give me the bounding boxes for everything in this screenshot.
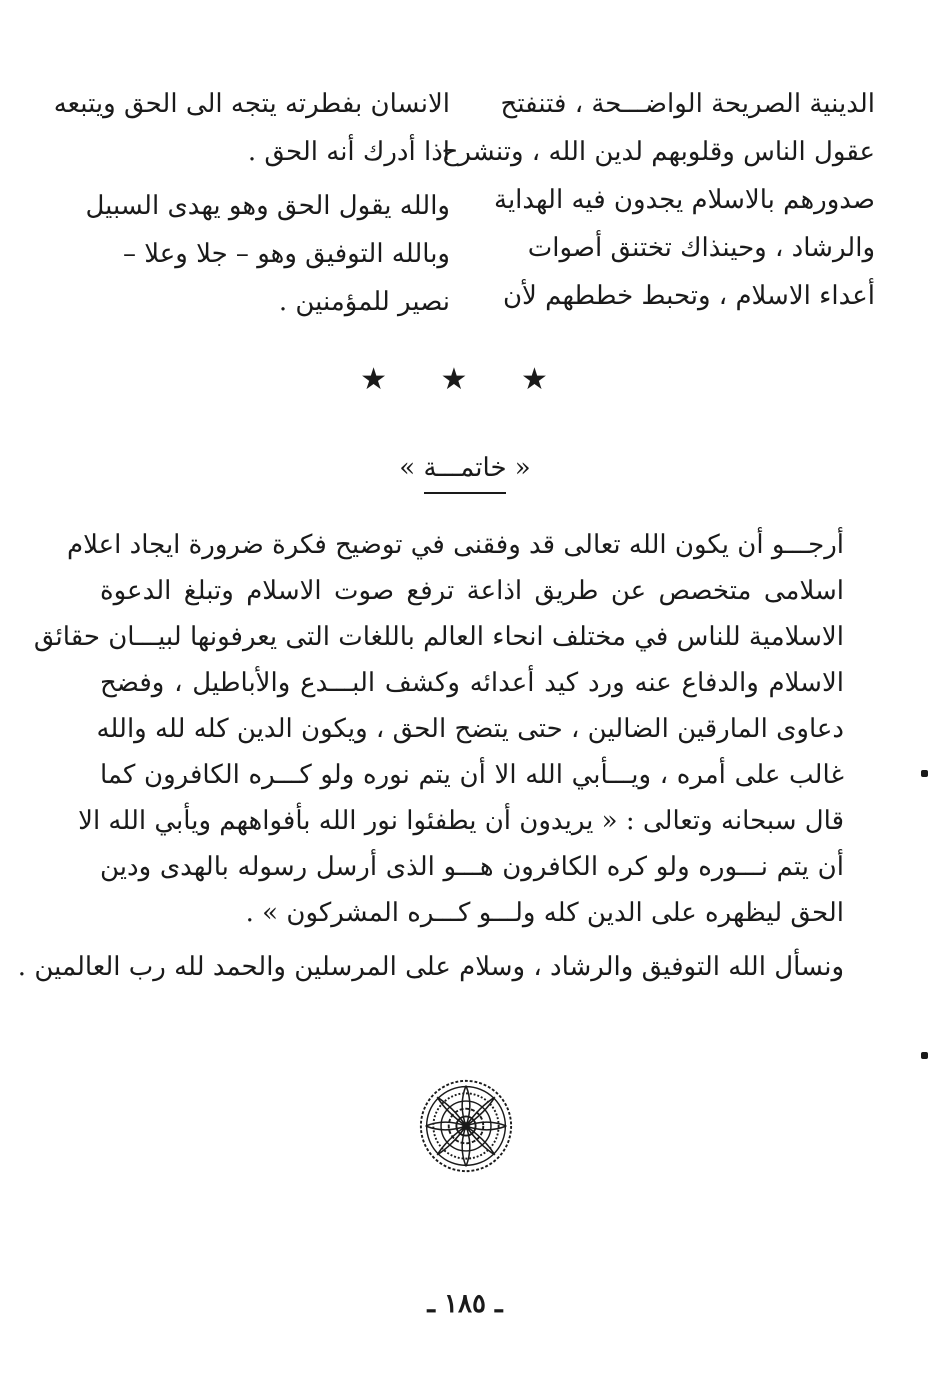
title-underline (424, 492, 506, 494)
left-column-paragraph-2 (80, 182, 450, 326)
text-line: والرشاد ، وحينذاك تختنق أصوات (527, 233, 875, 263)
left-column-paragraph-1 (53, 80, 450, 176)
margin-mark (921, 770, 928, 777)
closing-paragraph (17, 944, 844, 990)
text-line: الدينية الصريحة الواضـــحة ، فتنفتح (500, 89, 875, 119)
conclusion-body (17, 522, 845, 990)
text-line: عقول الناس وقلوبهم لدين الله ، وتنشرح (441, 137, 875, 167)
text-line: دعاوى المارقين الضالين ، حتى يتضح الحق ، ويكون الدين كله لله والله (96, 714, 844, 744)
left-column (53, 80, 450, 326)
text-line: أن يتم نـــوره ولو كره الكافرون هـــو الذى أرسل رسوله بالهدى ودين (100, 852, 844, 882)
text-line: قال سبحانه وتعالى : « يريدون أن يطفئوا نور الله بأفواههم ويأبي الله الا (78, 806, 844, 836)
conclusion-paragraph (33, 522, 845, 936)
text-line: صدورهم بالاسلام يجدون فيه الهداية (494, 185, 875, 215)
page-number: ـ ١٨٥ ـ (427, 1289, 503, 1319)
text-line: اسلامى متخصص عن طريق اذاعة ترفع صوت الاسلام وتبلغ الدعوة (100, 576, 844, 606)
margin-mark (921, 1052, 928, 1059)
text-line: الحق ليظهره على الدين كله ولـــو كـــره المشركون » . (245, 898, 844, 928)
right-column-paragraph (441, 80, 875, 320)
text-line: الاسلامية للناس في مختلف انحاء العالم باللغات التى يعرفونها لبيـــان حقائق (33, 622, 844, 652)
text-line: أرجـــو أن يكون الله تعالى قد وفقنى في توضيح فكرة ضرورة ايجاد اعلام (67, 530, 844, 560)
text-line: والله يقول الحق وهو يهدى السبيل (85, 191, 450, 221)
text-line: وبالله التوفيق وهو – جلا وعلا – (122, 239, 450, 269)
floral-rosette-icon (418, 1078, 514, 1174)
text-line: أعداء الاسلام ، وتحبط خططهم لأن (502, 281, 875, 311)
text-line: غالب على أمره ، ويـــأبي الله الا أن يتم نوره ولو كـــره الكافرون كما (100, 760, 845, 790)
right-column (441, 80, 875, 320)
text-line: الانسان بفطرته يتجه الى الحق ويتبعه (53, 89, 450, 119)
section-title: « خاتمـــة » (399, 453, 531, 483)
star-separator: ★ ★ ★ (360, 362, 570, 397)
text-line: اذا أدرك أنه الحق . (247, 137, 450, 167)
text-line: الاسلام والدفاع عنه ورد كيد أعدائه وكشف البـــدع والأباطيل ، وفضح (100, 668, 844, 698)
text-line: نصير للمؤمنين . (278, 287, 450, 317)
closing-line: ونسأل الله التوفيق والرشاد ، وسلام على المرسلين والحمد لله رب العالمين . (17, 952, 844, 982)
